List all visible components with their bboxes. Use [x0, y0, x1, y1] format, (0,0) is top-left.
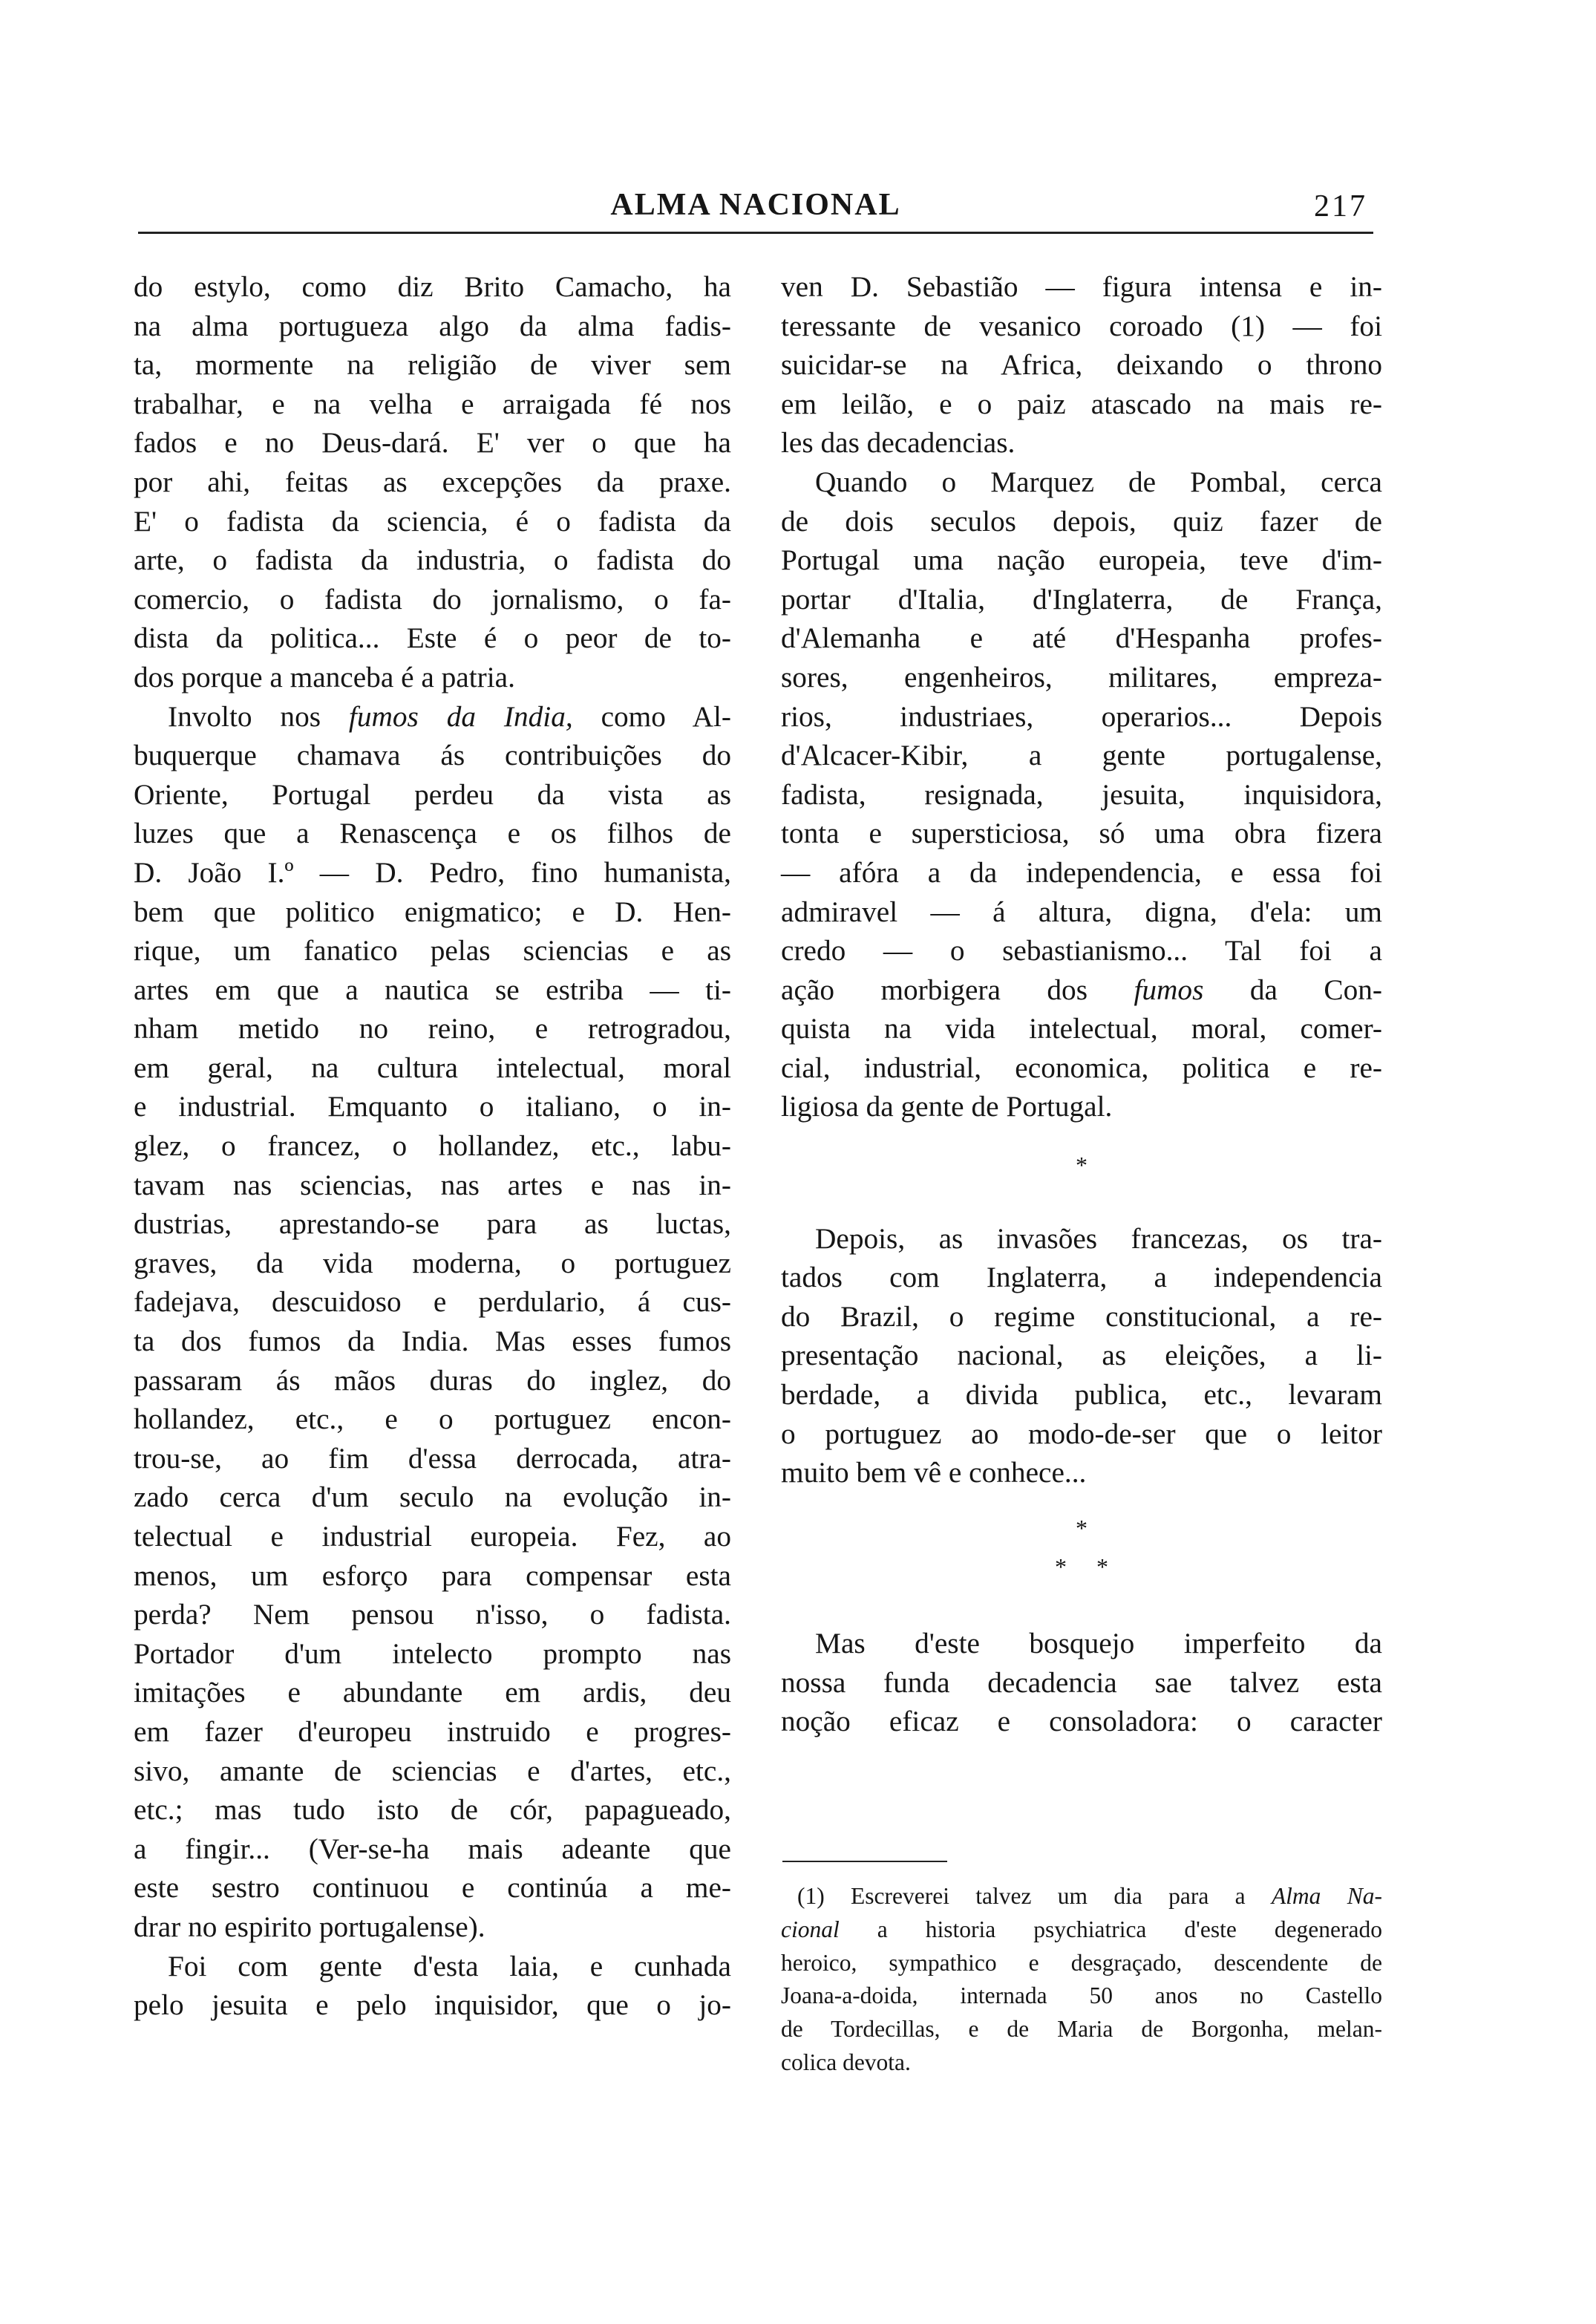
- left-column: [134, 267, 731, 2025]
- text-line: fados e no Deus-dará. E' ver o que ha: [134, 426, 731, 460]
- text-line: ligiosa da gente de Portugal.: [781, 1090, 1113, 1123]
- section-separator: * *: [1055, 1553, 1108, 1581]
- text-line: — afóra a da independencia, e essa foi: [781, 855, 1382, 889]
- text-line: Mas d'este bosquejo imperfeito da: [815, 1627, 1382, 1659]
- text-line: telectual e industrial europeia. Fez, ao: [134, 1520, 731, 1553]
- text-line: sivo, amante de sciencias e d'artes, etc.,: [134, 1754, 731, 1787]
- text-line: na alma portugueza algo da alma fadis-: [134, 309, 731, 342]
- page-number: 217: [1314, 189, 1367, 223]
- text-line: ação morbigera dos fumos da Con-: [781, 973, 1382, 1006]
- text-line: pelo jesuita e pelo inquisidor, que o jo-: [134, 1988, 731, 2022]
- text-line: Portugal uma nação europeia, teve d'im-: [781, 544, 1382, 577]
- text-line: trabalhar, e na velha e arraigada fé nos: [134, 387, 731, 420]
- text-line: Involto nos fumos da India, como Al-: [168, 699, 731, 733]
- text-line: dista da politica... Este é o peor de to-: [134, 621, 731, 655]
- section-separator: *: [1076, 1514, 1088, 1541]
- text-line: suicidar-se na Africa, deixando o throno: [781, 348, 1382, 382]
- text-line: etc.; mas tudo isto de cór, papagueado,: [134, 1793, 731, 1827]
- text-line: rique, um fanatico pelas sciencias e as: [134, 934, 731, 967]
- text-line: nham metido no reino, e retrogradou,: [134, 1012, 731, 1045]
- text-line: arte, o fadista da industria, o fadista do: [134, 544, 731, 577]
- text-line: fadejava, descuidoso e perdulario, á cus-: [134, 1285, 731, 1319]
- text-line: do Brazil, o regime constitucional, a re-: [781, 1299, 1382, 1333]
- text-line: artes em que a nautica se estriba — ti-: [134, 973, 731, 1006]
- text-line: Foi com gente d'esta laia, e cunhada: [168, 1949, 731, 1982]
- text-line: graves, da vida moderna, o portuguez: [134, 1246, 731, 1279]
- text-line: ta, mormente na religião de viver sem: [134, 348, 731, 382]
- text-line: noção eficaz e consoladora: o caracter: [781, 1705, 1382, 1738]
- text-line: sores, engenheiros, militares, empreza-: [781, 660, 1382, 693]
- text-line: dos porque a manceba é a patria.: [134, 660, 515, 693]
- text-line: Quando o Marquez de Pombal, cerca: [815, 465, 1382, 498]
- footnote-line: heroico, sympathico e desgraçado, descendente de: [781, 1949, 1382, 1976]
- text-line: imitações e abundante em ardis, deu: [134, 1676, 731, 1709]
- running-title: ALMA NACIONAL: [610, 188, 901, 222]
- text-line: comercio, o fadista do jornalismo, o fa-: [134, 582, 731, 616]
- text-line: e industrial. Emquanto o italiano, o in-: [134, 1090, 731, 1123]
- footnote-line: (1) Escreverei talvez um dia para a Alma Na-: [797, 1883, 1382, 1909]
- text-line: D. João I.º — D. Pedro, fino humanista,: [134, 855, 731, 889]
- page-header: [138, 187, 1373, 234]
- text-line: em geral, na cultura intelectual, moral: [134, 1051, 731, 1084]
- text-line: dustrias, aprestando-se para as luctas,: [134, 1207, 731, 1241]
- text-line: perda? Nem pensou n'isso, o fadista.: [134, 1598, 731, 1631]
- text-line: tados com Inglaterra, a independencia: [781, 1261, 1382, 1294]
- text-line: Portador d'um intelecto prompto nas: [134, 1636, 731, 1670]
- text-line: fadista, resignada, jesuita, inquisidora,: [781, 777, 1382, 811]
- footnote-line: colica devota.: [781, 2049, 911, 2075]
- text-line: trou-se, ao fim d'essa derrocada, atra-: [134, 1441, 731, 1475]
- text-line: em leilão, e o paiz atascado na mais re-: [781, 387, 1382, 420]
- footnote-line: de Tordecillas, e de Maria de Borgonha, melan-: [781, 2016, 1382, 2043]
- text-line: zado cerca d'um seculo na evolução in-: [134, 1481, 731, 1514]
- text-line: por ahi, feitas as excepções da praxe.: [134, 465, 731, 498]
- text-line: les das decadencias.: [781, 426, 1016, 460]
- text-line: rios, industriaes, operarios... Depois: [781, 699, 1382, 733]
- text-line: d'Alemanha e até d'Hespanha profes-: [781, 621, 1382, 655]
- text-line: teressante de vesanico coroado (1) — foi: [781, 309, 1382, 342]
- text-line: drar no espirito portugalense).: [134, 1910, 485, 1943]
- text-line: presentação nacional, as eleições, a li-: [781, 1339, 1382, 1372]
- text-line: Oriente, Portugal perdeu da vista as: [134, 777, 731, 811]
- text-line: passaram ás mãos duras do inglez, do: [134, 1363, 731, 1397]
- footnote-line: cional a historia psychiatrica d'este degenerado: [781, 1916, 1382, 1942]
- text-line: este sestro continuou e continúa a me-: [134, 1871, 731, 1904]
- text-line: hollandez, etc., e o portuguez encon-: [134, 1403, 731, 1436]
- text-line: bem que politico enigmatico; e D. Hen-: [134, 895, 731, 928]
- text-line: quista na vida intelectual, moral, comer-: [781, 1012, 1382, 1045]
- text-line: E' o fadista da sciencia, é o fadista da: [134, 504, 731, 538]
- text-line: berdade, a divida publica, etc., levaram: [781, 1378, 1382, 1411]
- text-line: credo — o sebastianismo... Tal foi a: [781, 934, 1382, 967]
- text-line: Depois, as invasões francezas, os tra-: [815, 1221, 1382, 1255]
- text-line: tonta e supersticiosa, só uma obra fizera: [781, 817, 1382, 850]
- text-line: nossa funda decadencia sae talvez esta: [781, 1665, 1382, 1699]
- text-line: portar d'Italia, d'Inglaterra, de França,: [781, 582, 1382, 616]
- text-line: muito bem vê e conhece...: [781, 1456, 1087, 1489]
- right-column: [781, 267, 1382, 1741]
- text-line: a fingir... (Ver-se-ha mais adeante que: [134, 1832, 731, 1865]
- footnote-line: Joana-a-doida, internada 50 anos no Castello: [781, 1982, 1382, 2009]
- footnote: [781, 1861, 1382, 2080]
- text-line: o portuguez ao modo-de-ser que o leitor: [781, 1417, 1382, 1450]
- text-line: menos, um esforço para compensar esta: [134, 1558, 731, 1592]
- text-line: em fazer d'europeu instruido e progres-: [134, 1714, 731, 1748]
- text-line: ven D. Sebastião — figura intensa e in-: [781, 270, 1382, 303]
- text-line: de dois seculos depois, quiz fazer de: [781, 504, 1382, 538]
- text-line: ta dos fumos da India. Mas esses fumos: [134, 1325, 731, 1358]
- section-separator: *: [1076, 1152, 1088, 1179]
- text-line: luzes que a Renascença e os filhos de: [134, 817, 731, 850]
- text-line: d'Alcacer-Kibir, a gente portugalense,: [781, 739, 1382, 772]
- text-line: buquerque chamava ás contribuições do: [134, 739, 731, 772]
- text-line: cial, industrial, economica, politica e re-: [781, 1051, 1382, 1084]
- text-line: glez, o francez, o hollandez, etc., labu-: [134, 1129, 731, 1163]
- text-line: do estylo, como diz Brito Camacho, ha: [134, 270, 731, 303]
- text-line: admiravel — á altura, digna, d'ela: um: [781, 895, 1382, 928]
- text-line: tavam nas sciencias, nas artes e nas in-: [134, 1168, 731, 1201]
